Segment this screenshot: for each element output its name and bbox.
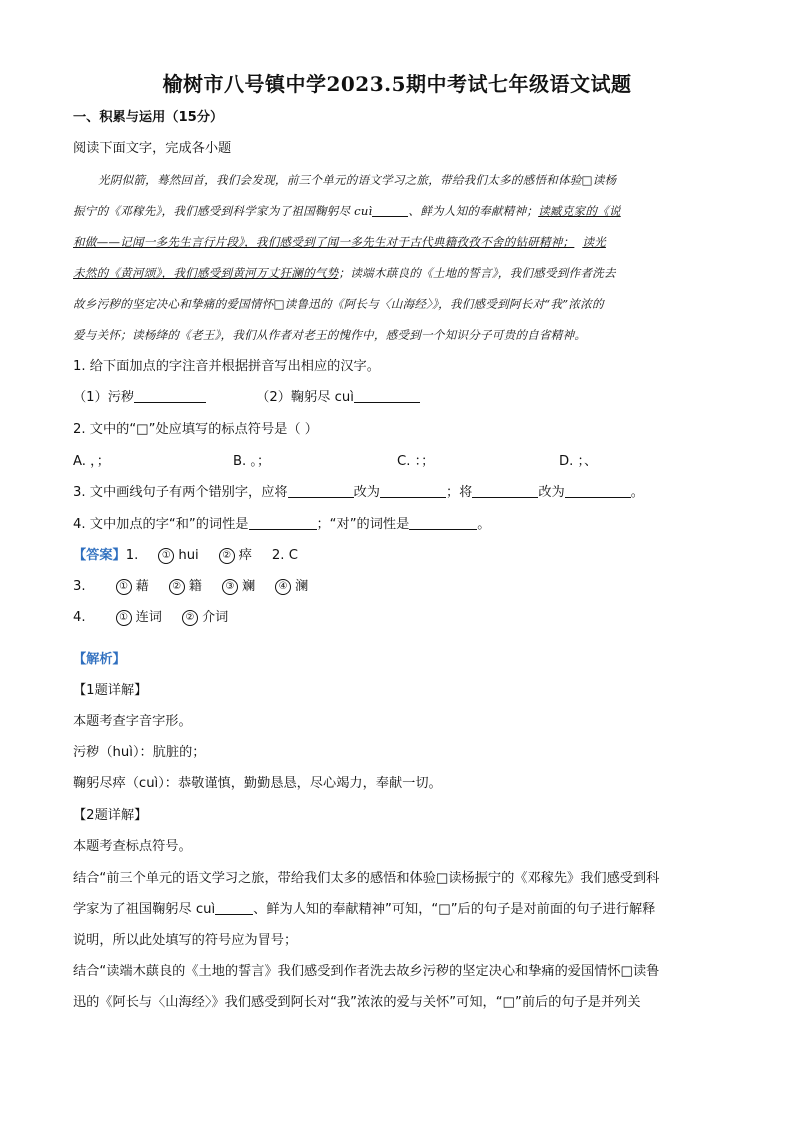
- answer-value: 连词: [135, 610, 162, 625]
- underlined-sentence: 未然的《黄河颂》，我们感受到黄河万丈狂澜的气势: [73, 266, 339, 280]
- answer-blank[interactable]: [472, 483, 538, 498]
- option-d[interactable]: D. ；、: [559, 454, 598, 469]
- question-1-items: [73, 388, 420, 408]
- question-3: [73, 483, 644, 503]
- passage-line-3: [73, 232, 606, 252]
- answer-blank[interactable]: [409, 515, 477, 530]
- question-3-text: 改为: [538, 485, 565, 500]
- passage-text: 、鲜为人知的奉献精神；: [408, 204, 539, 218]
- answer-blank[interactable]: [134, 388, 206, 403]
- passage-line-6: 爱与关怀；读杨绛的《老王》，我们从作者对老王的愧作中，感受到一个知识分子可贵的自省精神。: [73, 328, 587, 342]
- question-2-stem: 2. 文中的“□”处应填写的标点符号是（ ）: [73, 422, 318, 437]
- passage-line-5: 故乡污秽的坚定决心和挚痛的爱国情怀□读鲁迅的《阿长与〈山海经〉》，我们感受到阿长对“我”浓浓的: [73, 297, 604, 311]
- passage-line-4: [73, 263, 616, 283]
- circled-number: ④: [275, 579, 291, 595]
- analysis-text: [73, 900, 655, 920]
- option-a[interactable]: A. ，；: [73, 454, 110, 469]
- analysis-text: 结合“前三个单元的语文学习之旅，带给我们太多的感悟和体验□读杨振宁的《邓稼先》我们感受到科: [73, 871, 660, 886]
- underlined-sentence: 和做——记闻一多先生言行片段》，我们感受到了闻一多先生对于古代典籍孜孜不舍的钻研精神；: [73, 235, 575, 249]
- answer-number: 1.: [125, 548, 139, 563]
- circled-number: ③: [222, 579, 238, 595]
- question-3-text: ；将: [445, 485, 473, 500]
- section-heading: 一、积累与运用（15分）: [73, 110, 224, 125]
- question-4-text: ；“对”的词性是: [316, 517, 410, 532]
- question-4-stem: 4. 文中加点的字“和”的词性是: [73, 517, 249, 532]
- passage-text: 光阴似箭，蓦然回首，我们会发现，前三个单元的语文学习之旅，带给我们太多的感悟和体验□读杨: [98, 173, 617, 187]
- answer-value: 瘁: [238, 548, 252, 563]
- circled-number: ①: [158, 548, 174, 564]
- instruction: 阅读下面文字，完成各小题: [73, 141, 232, 156]
- answer-blank[interactable]: [380, 483, 446, 498]
- answer-blank[interactable]: [565, 483, 631, 498]
- analysis-text: 本题考查字音字形。: [73, 714, 192, 729]
- analysis-text: 迅的《阿长与〈山海经〉》我们感受到阿长对“我”浓浓的爱与关怀”可知，“□”前后的句子是并列关: [73, 995, 641, 1010]
- analysis-text: 说明，所以此处填写的符号应为冒号；: [73, 933, 298, 948]
- analysis-label: 【解析】: [73, 652, 126, 667]
- answer-row-2: [73, 577, 308, 597]
- answer-blank[interactable]: [288, 483, 354, 498]
- passage-text: ；读端木蕻良的《土地的誓言》，我们感受到作者洗去: [338, 266, 616, 280]
- analysis-text: 污秽（huì）：肮脏的；: [73, 745, 206, 760]
- answer-value: 澜: [295, 579, 309, 594]
- analysis-text: 、鲜为人知的奉献精神”可知，“□”后的句子是对前面的句子进行解释: [253, 902, 656, 917]
- detail-heading-1: 【1题详解】: [73, 683, 148, 698]
- underlined-sentence: 读光: [582, 235, 606, 249]
- circled-number: ②: [219, 548, 235, 564]
- circled-number: ①: [116, 610, 132, 626]
- analysis-text: 结合“读端木蕻良的《土地的誓言》我们感受到作者洗去故乡污秽的坚定决心和挚痛的爱国情怀□读鲁: [73, 964, 660, 979]
- answer-value: 2. C: [271, 548, 298, 563]
- answer-value: 斓: [241, 579, 256, 594]
- answer-number: 3.: [73, 579, 86, 594]
- question-1-item-b: （2）鞠躬尽 cuì: [256, 390, 354, 405]
- question-4: [73, 515, 490, 535]
- analysis-text: 学家为了祖国鞠躬尽 cuì: [73, 902, 216, 917]
- question-3-text: 改为: [353, 485, 380, 500]
- circled-number: ②: [169, 579, 185, 595]
- underlined-sentence: 读臧克家的《说: [538, 204, 621, 218]
- question-3-stem: 3. 文中画线句子有两个错别字，应将: [73, 485, 288, 500]
- answer-blank[interactable]: [372, 202, 408, 217]
- option-b[interactable]: B. 。；: [233, 454, 271, 469]
- page-title: 榆树市八号镇中学2023.5期中考试七年级语文试题: [162, 72, 632, 96]
- detail-heading-2: 【2题详解】: [73, 808, 148, 823]
- passage-line-2: [73, 201, 621, 221]
- question-1-item-a: （1）污秽: [73, 390, 135, 405]
- question-4-text: 。: [477, 517, 491, 532]
- answer-value: 藉: [135, 579, 149, 594]
- circled-number: ①: [116, 579, 132, 595]
- answer-blank: [215, 900, 253, 915]
- answer-value: hui: [178, 548, 199, 563]
- question-1-stem: 1. 给下面加点的字注音并根据拼音写出相应的汉字。: [73, 359, 380, 374]
- passage-line-1: [98, 170, 616, 190]
- passage-text: 振宁的《邓稼先》，我们感受到科学家为了祖国鞠躬尽 cuì: [73, 204, 373, 218]
- answer-blank[interactable]: [249, 515, 317, 530]
- answer-row-1: [73, 546, 298, 566]
- analysis-text: 本题考查标点符号。: [73, 839, 192, 854]
- answer-value: 籍: [188, 579, 202, 594]
- answer-number: 4.: [73, 610, 86, 625]
- option-c[interactable]: C. ：；: [397, 454, 435, 469]
- answer-label: 【答案】: [73, 548, 126, 563]
- analysis-text: 鞠躬尽瘁（cuì）：恭敬谨慎，勤勤恳恳，尽心竭力，奉献一切。: [73, 776, 442, 791]
- question-3-text: 。: [630, 485, 644, 500]
- circled-number: ②: [182, 610, 198, 626]
- answer-row-3: [73, 608, 228, 628]
- answer-value: 介词: [201, 610, 229, 625]
- answer-blank[interactable]: [354, 388, 420, 403]
